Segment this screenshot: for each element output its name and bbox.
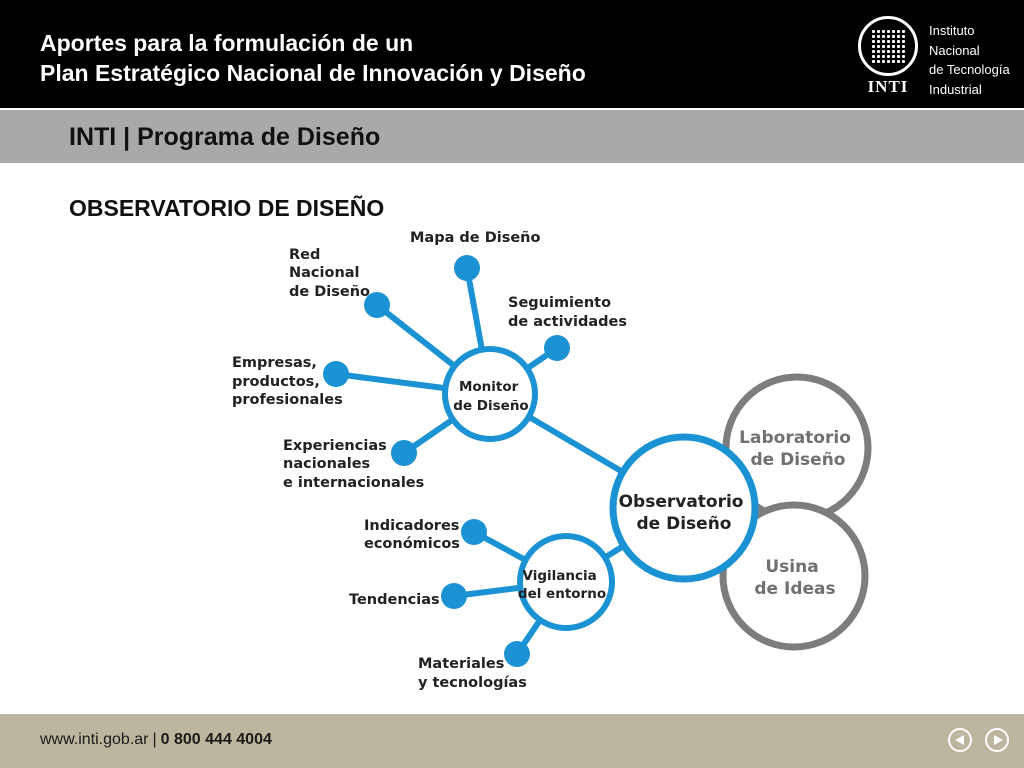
chevron-right-icon bbox=[994, 735, 1003, 745]
label-indicadores bbox=[364, 518, 464, 552]
label-red-line-1: Red bbox=[289, 247, 321, 263]
dot-indicadores bbox=[461, 519, 487, 545]
section-title: OBSERVATORIO DE DISEÑO bbox=[69, 195, 385, 221]
institute-name-line-4: Industrial bbox=[929, 81, 982, 97]
label-experiencias-line-2: nacionales bbox=[283, 456, 371, 472]
prev-slide-button[interactable] bbox=[948, 728, 972, 752]
logo-text: INTI bbox=[867, 77, 909, 96]
footer-separator: | bbox=[152, 731, 157, 748]
monitor-label-line-1: Monitor bbox=[458, 379, 519, 395]
laboratorio-label-line-1: Laboratorio bbox=[739, 428, 851, 448]
dot-mapa bbox=[454, 255, 480, 281]
usina-label-line-2: de Ideas bbox=[754, 579, 836, 599]
vigilancia-label-line-1: Vigilancia bbox=[522, 568, 597, 584]
institute-name-line-1: Instituto bbox=[929, 23, 975, 38]
title-line-2: Plan Estratégico Nacional de Innovación y Diseño bbox=[40, 60, 586, 86]
label-red-line-2: Nacional bbox=[289, 265, 360, 281]
label-seguimiento-line-1: Seguimiento bbox=[508, 295, 612, 311]
label-experiencias-line-3: e internacionales bbox=[283, 475, 425, 491]
label-mapa bbox=[410, 230, 540, 246]
monitor-label-line-2: de Diseño bbox=[453, 398, 529, 414]
label-materiales-line-2: y tecnologías bbox=[418, 675, 527, 691]
institute-name-line-3: de Tecnología bbox=[929, 62, 1010, 77]
label-empresas-line-2: productos, bbox=[232, 374, 320, 390]
vigilancia-label-line-2: del entorno bbox=[517, 586, 607, 602]
dot-experiencias bbox=[391, 440, 417, 466]
next-slide-button[interactable] bbox=[985, 728, 1009, 752]
label-tendencias-line-1: Tendencias bbox=[349, 592, 440, 608]
chevron-left-icon bbox=[955, 735, 964, 745]
dot-seguimiento bbox=[544, 335, 570, 361]
label-red-line-3: de Diseño bbox=[289, 284, 371, 300]
footer-contact bbox=[40, 731, 272, 749]
usina-label-line-1: Usina bbox=[765, 557, 819, 577]
label-empresas-line-1: Empresas, bbox=[232, 355, 317, 371]
footer-url[interactable]: www.inti.gob.ar bbox=[40, 731, 149, 748]
label-indicadores-line-1: Indicadores bbox=[364, 518, 460, 534]
center-label-line-1: Observatorio bbox=[618, 492, 744, 512]
label-empresas-line-3: profesionales bbox=[232, 392, 343, 408]
label-red bbox=[289, 247, 370, 300]
label-tendencias bbox=[349, 592, 440, 608]
label-mapa-line-1: Mapa de Diseño bbox=[410, 230, 541, 246]
program-title: INTI | Programa de Diseño bbox=[69, 123, 381, 151]
center-label-line-2: de Diseño bbox=[636, 514, 732, 534]
title-line-1: Aportes para la formulación de un bbox=[40, 30, 414, 56]
label-indicadores-line-2: económicos bbox=[364, 536, 460, 552]
label-seguimiento bbox=[508, 295, 627, 330]
label-materiales-line-1: Materiales bbox=[418, 656, 505, 672]
label-seguimiento-line-2: de actividades bbox=[508, 314, 627, 330]
laboratorio-label-line-2: de Diseño bbox=[750, 450, 846, 470]
footer-phone: 0 800 444 4004 bbox=[160, 731, 272, 748]
dot-empresas bbox=[323, 361, 349, 387]
institute-name-line-2: Nacional bbox=[929, 42, 980, 58]
dot-tendencias bbox=[441, 583, 467, 609]
label-experiencias-line-1: Experiencias bbox=[283, 438, 387, 454]
